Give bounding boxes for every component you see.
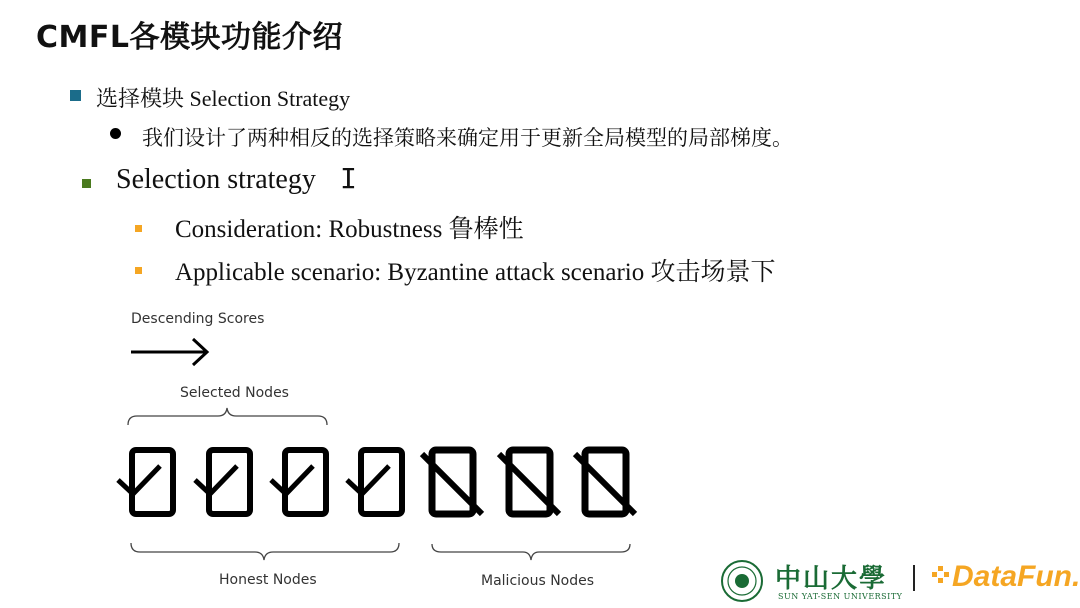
- module-description: 我们设计了两种相反的选择策略来确定用于更新全局模型的局部梯度。: [142, 126, 793, 150]
- scores-label: Descending Scores: [131, 311, 265, 327]
- logo-divider: [913, 565, 915, 591]
- honest-brace: [131, 543, 399, 560]
- text-cursor-icon: I: [340, 162, 357, 195]
- selected-brace: [128, 408, 327, 425]
- device-crossed-icon: [499, 450, 559, 514]
- device-crossed-icon: [575, 450, 635, 514]
- module-heading: 选择模块 Selection Strategy: [96, 86, 351, 111]
- device-check-icon: [118, 450, 173, 514]
- device-check-icon: [271, 450, 326, 514]
- malicious-brace: [432, 544, 630, 560]
- strategy-heading: Selection strategy: [116, 164, 316, 195]
- consideration-item: Consideration: Robustness 鲁棒性: [175, 216, 524, 243]
- device-crossed-icon: [422, 450, 482, 514]
- slide-title: CMFL各模块功能介绍: [36, 20, 343, 55]
- device-check-icon: [347, 450, 402, 514]
- sysu-logo-chinese: 中山大學: [775, 564, 888, 594]
- sysu-emblem-logo: [722, 561, 762, 601]
- datafun-logo: DataFun.: [952, 560, 1080, 593]
- honest-nodes-label: Honest Nodes: [219, 572, 317, 588]
- sysu-logo-english: SUN YAT-SEN UNIVERSITY: [778, 592, 903, 601]
- scenario-item: Applicable scenario: Byzantine attack scenario 攻击场景下: [175, 259, 776, 286]
- device-check-icon: [195, 450, 250, 514]
- selected-nodes-label: Selected Nodes: [180, 385, 289, 401]
- descending-arrow-icon: [131, 339, 207, 365]
- datafun-logo-mark: [932, 566, 949, 583]
- malicious-nodes-label: Malicious Nodes: [481, 573, 595, 589]
